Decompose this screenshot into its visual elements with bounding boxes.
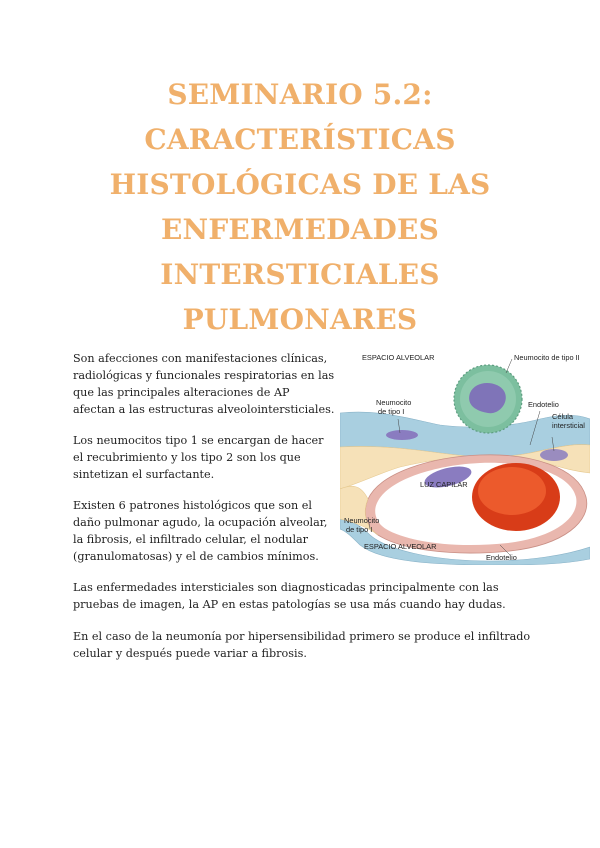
label-luz-capilar: LUZ CAPILAR <box>420 480 468 489</box>
label-neumocito-tipo-i-top-1: Neumocito <box>376 398 412 407</box>
title-line: HISTOLÓGICAS DE LAS <box>109 168 491 201</box>
label-neumocito-tipo-i-bottom-2: de tipo I <box>346 525 373 534</box>
label-neumocito-tipo-i-top-2: de tipo I <box>378 407 405 416</box>
paragraph-diagnostico: Las enfermedades intersticiales son diagnosticadas principalmente con las pruebas de imagen, la AP en estas patologías se usa más cuando hay dudas. <box>73 581 506 611</box>
type-i-nucleus-top <box>386 430 418 440</box>
diagram-svg <box>340 349 590 565</box>
label-neumocito-tipo-i-bottom-1: Neumocito <box>344 516 380 525</box>
page-title <box>60 72 540 342</box>
title-line: SEMINARIO 5.2: <box>167 78 433 111</box>
alveolar-capillary-diagram <box>340 349 590 565</box>
paragraph-patrones: Existen 6 patrones histológicos que son el daño pulmonar agudo, la ocupación alveolar, la fibrosis, el infiltrado celular, el nodular (granulomatosas) y el de cambios mínimos. <box>73 499 328 563</box>
label-celula-intersticial-1: Célula <box>552 412 573 421</box>
paragraph-neumocitos: Los neumocitos tipo 1 se encargan de hacer el recubrimiento y los tipo 2 son los que sintetizan el surfactante. <box>73 434 324 481</box>
title-line: CARACTERÍSTICAS <box>144 123 456 156</box>
paragraph-neumonia: En el caso de la neumonía por hipersensibilidad primero se produce el infiltrado celular y después puede variar a fibrosis. <box>73 630 531 660</box>
paragraph-intro: Son afecciones con manifestaciones clínicas, radiológicas y funcionales respiratorias en las que las principales alteraciones de AP afectan a las estructuras alveolointersticiales. <box>73 352 335 416</box>
label-celula-intersticial-2: intersticial <box>552 421 585 430</box>
title-line: PULMONARES <box>182 303 418 336</box>
label-endotelio-bottom: Endotelio <box>486 553 517 562</box>
label-neumocito-tipo-ii: Neumocito de tipo II <box>514 353 580 362</box>
title-line: ENFERMEDADES <box>160 213 439 246</box>
type-ii-pneumocyte <box>454 365 522 433</box>
title-line: INTERSTICIALES <box>160 258 440 291</box>
label-espacio-alveolar-bottom: ESPACIO ALVEOLAR <box>364 542 437 551</box>
label-endotelio-right: Endotelio <box>528 400 559 409</box>
label-espacio-alveolar-top: ESPACIO ALVEOLAR <box>362 353 435 362</box>
red-blood-cell <box>472 463 560 531</box>
